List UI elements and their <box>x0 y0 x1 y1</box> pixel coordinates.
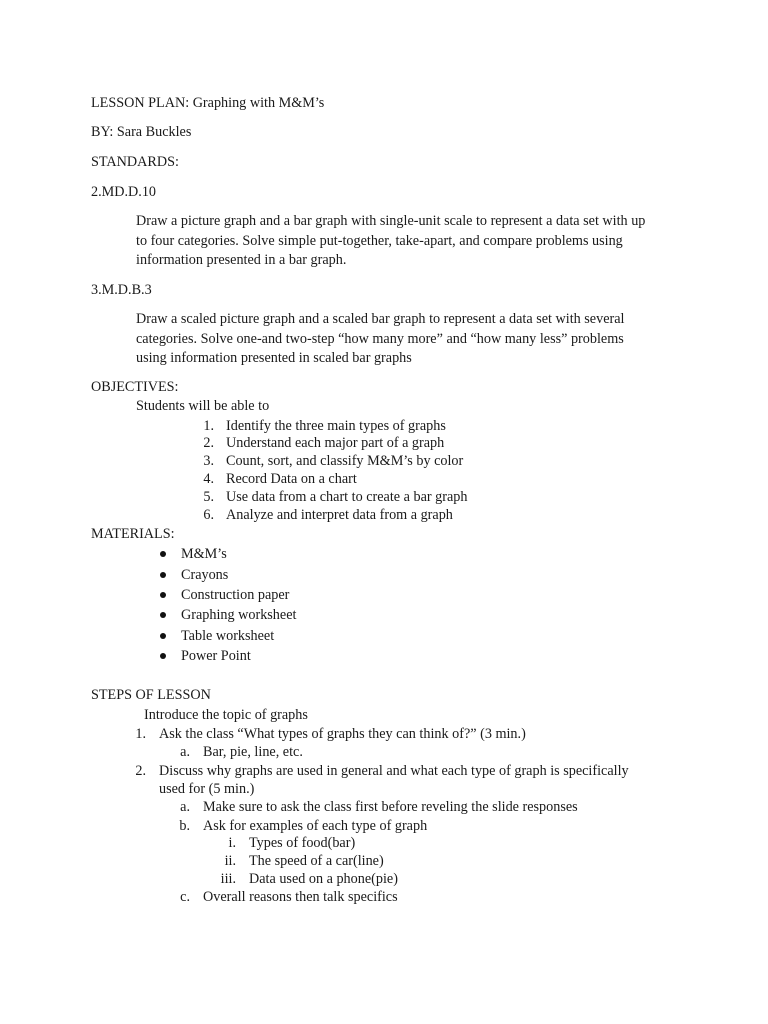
standard-text-line: Draw a scaled picture graph and a scaled bar graph to represent a data set with several <box>136 311 625 327</box>
material-item: M&M’s <box>181 546 227 562</box>
objective-item: Count, sort, and classify M&M’s by color <box>226 453 464 469</box>
step-item: Ask the class “What types of graphs they can think of?” (3 min.) <box>159 726 526 742</box>
list-letter: b. <box>179 818 190 834</box>
objective-item: Use data from a chart to create a bar graph <box>226 489 468 505</box>
step-example: The speed of a car(line) <box>249 853 384 869</box>
steps-heading: STEPS OF LESSON <box>91 687 211 703</box>
materials-heading: MATERIALS: <box>91 526 175 542</box>
bullet-icon <box>160 572 166 578</box>
objectives-heading: OBJECTIVES: <box>91 379 179 395</box>
step-subitem: Make sure to ask the class first before reveling the slide responses <box>203 799 578 815</box>
list-number: 3. <box>203 453 214 469</box>
bullet-icon <box>160 551 166 557</box>
bullet-icon <box>160 653 166 659</box>
objective-item: Understand each major part of a graph <box>226 435 445 451</box>
lesson-title: LESSON PLAN: Graphing with M&M’s <box>91 95 325 111</box>
step-subitem: Overall reasons then talk specifics <box>203 889 398 905</box>
standards-heading: STANDARDS: <box>91 154 179 170</box>
list-roman: iii. <box>220 871 236 887</box>
step-item: Discuss why graphs are used in general and what each type of graph is specifically <box>159 763 629 779</box>
standard-text-line: using information presented in scaled bar graphs <box>136 350 412 366</box>
standard-text-line: to four categories. Solve simple put-together, take-apart, and compare problems using <box>136 233 623 249</box>
list-letter: c. <box>180 889 190 905</box>
material-item: Power Point <box>181 648 251 664</box>
list-number: 4. <box>203 471 214 487</box>
list-letter: a. <box>180 799 190 815</box>
list-number: 2. <box>203 435 214 451</box>
standard-text-line: categories. Solve one-and two-step “how many more” and “how many less” problems <box>136 331 624 347</box>
standard-code: 3.M.D.B.3 <box>91 282 152 298</box>
list-number: 6. <box>203 507 214 523</box>
standard-code: 2.MD.D.10 <box>91 184 157 200</box>
bullet-icon <box>160 612 166 618</box>
list-number: 1. <box>203 418 214 434</box>
material-item: Construction paper <box>181 587 290 603</box>
list-number: 5. <box>203 489 214 505</box>
objective-item: Record Data on a chart <box>226 471 357 487</box>
list-number: 2. <box>135 763 146 779</box>
objective-item: Identify the three main types of graphs <box>226 418 446 434</box>
material-item: Table worksheet <box>181 628 275 644</box>
step-item-continued: used for (5 min.) <box>159 781 255 797</box>
steps-intro: Introduce the topic of graphs <box>144 707 308 723</box>
step-subitem: Bar, pie, line, etc. <box>203 744 303 760</box>
list-number: 1. <box>135 726 146 742</box>
standard-text-line: Draw a picture graph and a bar graph with single-unit scale to represent a data set with up <box>136 213 646 229</box>
list-letter: a. <box>180 744 190 760</box>
step-example: Types of food(bar) <box>249 835 356 851</box>
material-item: Graphing worksheet <box>181 607 297 623</box>
bullet-icon <box>160 633 166 639</box>
list-roman: i. <box>228 835 236 851</box>
objectives-intro: Students will be able to <box>136 398 270 414</box>
standard-text-line: information presented in a bar graph. <box>136 252 347 268</box>
material-item: Crayons <box>181 567 229 583</box>
author-line: BY: Sara Buckles <box>91 124 192 140</box>
list-roman: ii. <box>224 853 236 869</box>
step-subitem: Ask for examples of each type of graph <box>203 818 428 834</box>
step-example: Data used on a phone(pie) <box>249 871 398 887</box>
bullet-icon <box>160 592 166 598</box>
objective-item: Analyze and interpret data from a graph <box>226 507 453 523</box>
